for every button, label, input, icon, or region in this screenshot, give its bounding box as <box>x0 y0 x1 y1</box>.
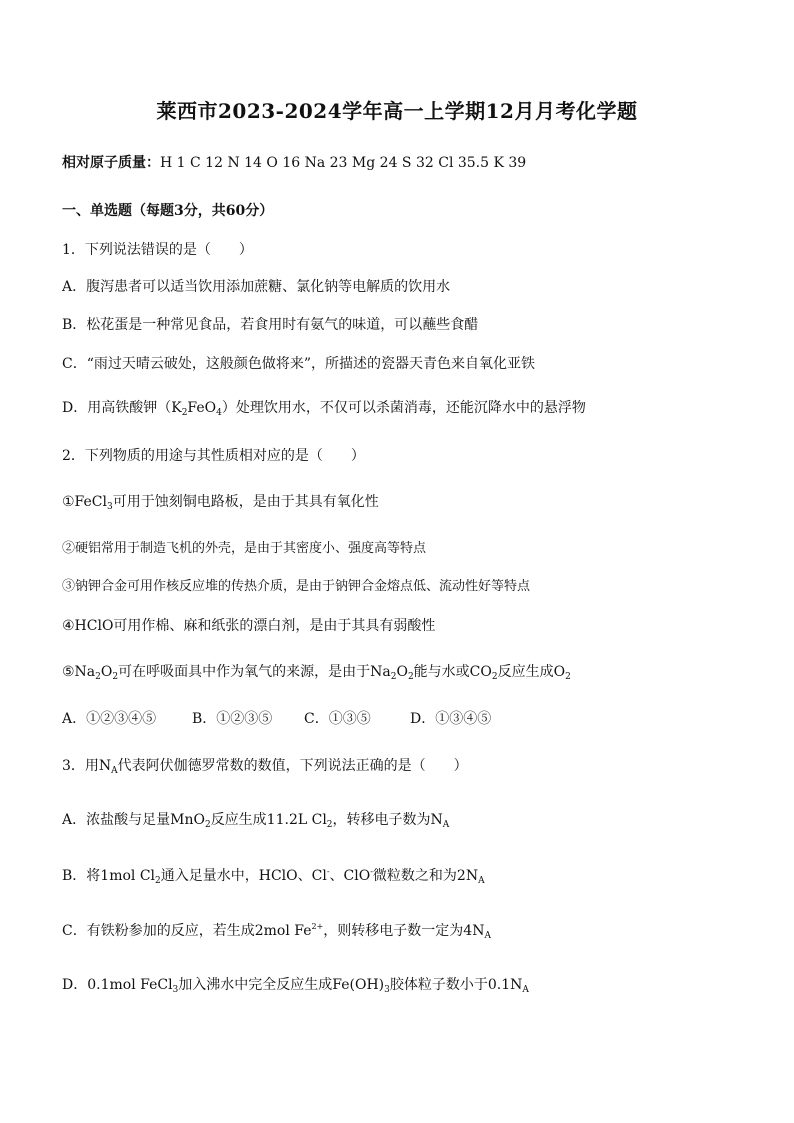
q2-option-c: C．①③⑤ <box>304 711 371 727</box>
q3-stem: 3．用$N_A$代表阿伏伽德罗常数的数值，下列说法正确的是（ ） <box>62 758 468 776</box>
q3-option-d: D．0.1mol FeCl$_3$加入沸水中完全反应生成$Fe(OH)_3$胶体粒子数小于$0.1N_A$ <box>62 977 529 995</box>
q2-item-4: ④HClO可用作棉、麻和纸张的漂白剂，是由于其具有弱酸性 <box>62 618 436 634</box>
section-heading: 一、单选题（每题3分，共60分） <box>62 203 274 219</box>
q2-stem: 2．下列物质的用途与其性质相对应的是（ ） <box>62 448 365 464</box>
q1-option-a: A．腹泻患者可以适当饮用添加蔗糖、氯化钠等电解质的饮用水 <box>62 279 451 295</box>
q2-options <box>62 709 754 729</box>
q2-option-b: B．①②③⑤ <box>192 711 273 727</box>
q2-item-1: ①FeCl$_3$可用于蚀刻铜电路板，是由于其具有氧化性 <box>62 494 379 512</box>
q1-stem: 1．下列说法错误的是（ ） <box>62 242 253 258</box>
atomic-mass-values: H 1 C 12 N 14 O 16 Na 23 Mg 24 S 32 Cl 35.5 K 39 <box>160 155 527 171</box>
q2-item-3: ③钠钾合金可用作核反应堆的传热介质，是由于钠钾合金熔点低、流动性好等特点 <box>62 579 531 594</box>
q1-option-d: D．用高铁酸钾$(K_2FeO_4)$处理饮用水，不仅可以杀菌消毒，还能沉降水中的悬浮物 <box>62 400 586 418</box>
q1-option-c: C．“雨过天晴云破处，这般颜色做将来”，所描述的瓷器天青色来自氧化亚铁 <box>62 356 536 372</box>
atomic-mass-line <box>62 153 754 173</box>
page-title: 莱西市2023-2024学年高一上学期12月月考化学题 <box>156 99 638 123</box>
q1-option-b: B．松花蛋是一种常见食品，若食用时有氨气的味道，可以蘸些食醋 <box>62 317 479 333</box>
atomic-mass-label: 相对原子质量： <box>62 155 160 171</box>
q2-item-5: $⑤Na_2O_2$可在呼吸面具中作为氧气的来源，是由于$Na_2O_2$能与水或$CO_2$反应生成$O_2$ <box>62 664 571 682</box>
q2-item-2: ②硬铝常用于制造飞机的外壳，是由于其密度小、强度高等特点 <box>62 541 427 556</box>
q2-option-d: D．①③④⑤ <box>410 711 492 727</box>
q3-option-c: C．有铁粉参加的反应，若生成2mol $Fe^{2+}$，则转移电子数一定为$4N_A$ <box>62 922 491 941</box>
q2-option-a: A．①②③④⑤ <box>62 711 157 727</box>
q3-option-b: B．将1mol $Cl_2$通入足量水中，HClO、Cl-、ClO-微粒数之和为$2N_A$ <box>62 867 485 886</box>
q3-option-a: A．浓盐酸与足量MnO$_2$反应生成11.2L $Cl_2$，转移电子数为$N_A$ <box>62 812 450 830</box>
